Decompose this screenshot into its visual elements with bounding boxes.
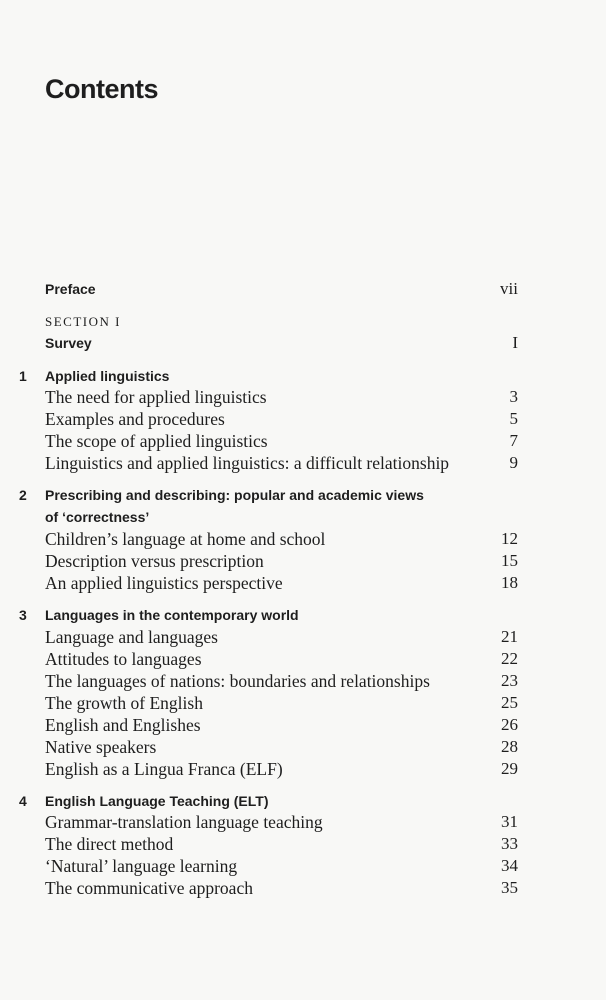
entry-page: 18 <box>501 573 518 592</box>
entry-page: 22 <box>501 649 518 668</box>
entry-page: 15 <box>501 551 518 570</box>
entry-label: The need for applied linguistics <box>45 387 267 407</box>
toc-entry[interactable] <box>0 833 606 855</box>
chapter-heading-continued <box>0 506 606 528</box>
entry-label: The communicative approach <box>45 878 253 898</box>
entry-label: Attitudes to languages <box>45 649 202 669</box>
chapter-title: English Language Teaching (ELT) <box>45 793 269 809</box>
entry-page: 26 <box>501 715 518 734</box>
entry-page: 23 <box>501 671 518 690</box>
toc-entry[interactable] <box>0 670 606 692</box>
entry-label: Examples and procedures <box>45 409 225 429</box>
page-title: Contents <box>45 74 158 104</box>
entry-page: 9 <box>509 453 518 472</box>
chapter-number: 3 <box>19 607 27 623</box>
toc-entry[interactable] <box>0 408 606 430</box>
entry-page: 35 <box>501 878 518 897</box>
entry-page: 25 <box>501 693 518 712</box>
entry-page: 3 <box>509 387 518 406</box>
toc-entry[interactable] <box>0 386 606 408</box>
chapter-heading[interactable] <box>0 484 606 506</box>
toc-entry[interactable] <box>0 877 606 899</box>
section-label: SECTION I <box>45 314 121 329</box>
toc-entry[interactable] <box>0 855 606 877</box>
entry-label: Linguistics and applied linguistics: a difficult relationship <box>45 453 450 473</box>
toc-entry[interactable] <box>0 692 606 714</box>
chapter-title-line2: of ‘correctness’ <box>45 509 150 525</box>
entry-page: 7 <box>509 431 518 450</box>
toc-entry[interactable] <box>0 648 606 670</box>
toc-entry[interactable] <box>0 452 606 474</box>
chapter-heading[interactable] <box>0 790 606 812</box>
entry-page: 28 <box>501 737 518 756</box>
entry-label: Language and languages <box>45 627 218 647</box>
entry-label: ‘Natural’ language learning <box>45 856 238 876</box>
entry-page: 33 <box>501 834 518 853</box>
entry-page: 12 <box>501 529 518 548</box>
entry-label: The growth of English <box>45 693 203 713</box>
entry-label: Grammar-translation language teaching <box>45 812 323 832</box>
entry-page: 34 <box>501 856 518 875</box>
toc-preface[interactable] <box>0 278 606 300</box>
preface-title: Preface <box>45 281 96 297</box>
toc-entry[interactable] <box>0 550 606 572</box>
chapter-heading[interactable] <box>0 604 606 626</box>
toc-entry[interactable] <box>0 528 606 550</box>
entry-label: An applied linguistics perspective <box>45 573 283 593</box>
entry-label: Description versus prescription <box>45 551 264 571</box>
preface-page: vii <box>500 279 518 298</box>
chapter-title: Prescribing and describing: popular and academic views <box>45 487 424 503</box>
toc-entry[interactable] <box>0 572 606 594</box>
toc-entry[interactable] <box>0 811 606 833</box>
entry-label: The languages of nations: boundaries and relationships <box>45 671 430 691</box>
toc-entry[interactable] <box>0 714 606 736</box>
section-label-row <box>0 311 606 333</box>
chapter-number: 4 <box>19 793 27 809</box>
entry-label: Children’s language at home and school <box>45 529 326 549</box>
chapter-heading[interactable] <box>0 365 606 387</box>
toc-section-survey[interactable] <box>0 332 606 354</box>
toc-entry[interactable] <box>0 758 606 780</box>
entry-page: 29 <box>501 759 518 778</box>
entry-page: 31 <box>501 812 518 831</box>
section-page: I <box>512 333 518 352</box>
section-title: Survey <box>45 335 92 351</box>
toc-entry[interactable] <box>0 736 606 758</box>
chapter-title: Languages in the contemporary world <box>45 607 299 623</box>
chapter-number: 1 <box>19 368 27 384</box>
chapter-title: Applied linguistics <box>45 368 170 384</box>
toc-entry[interactable] <box>0 626 606 648</box>
entry-label: The direct method <box>45 834 174 854</box>
entry-label: English as a Lingua Franca (ELF) <box>45 759 283 779</box>
entry-page: 5 <box>509 409 518 428</box>
toc-entry[interactable] <box>0 430 606 452</box>
chapter-number: 2 <box>19 487 27 503</box>
entry-label: The scope of applied linguistics <box>45 431 268 451</box>
entry-label: English and Englishes <box>45 715 201 735</box>
entry-page: 21 <box>501 627 518 646</box>
entry-label: Native speakers <box>45 737 157 757</box>
